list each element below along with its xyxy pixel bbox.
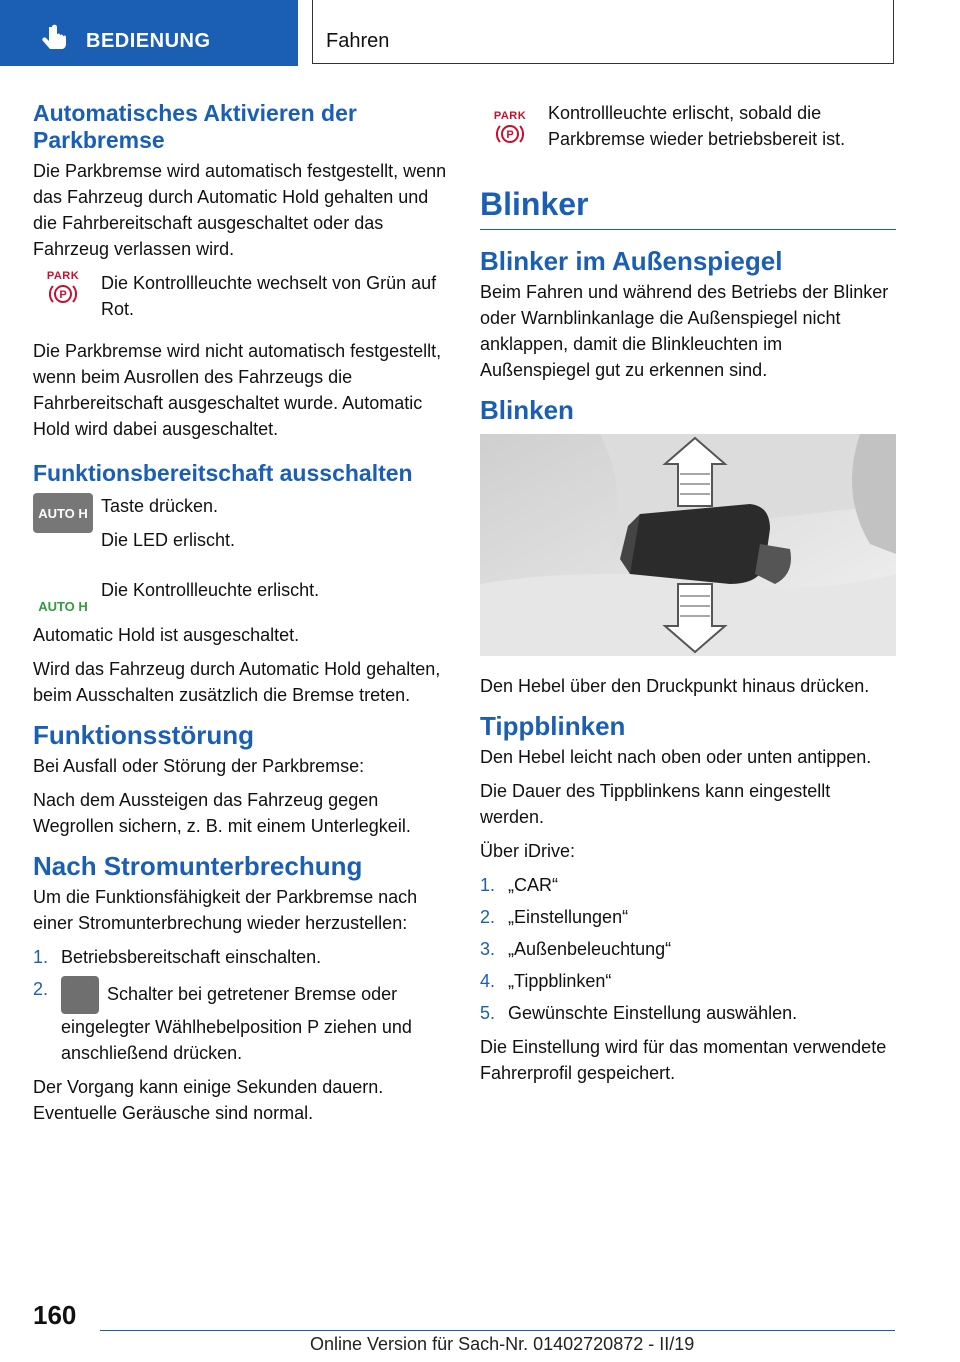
paragraph: Beim Fahren und während des Betriebs der Blinker oder Warnblinkanlage die Außenspiegel nicht anklappen, damit die Blinkleuchten im Außenspiegel gut zu erkennen sind. [480, 282, 889, 380]
indicator-text: Die Kontrollleuchte wechselt von Grün auf Rot. [101, 273, 437, 319]
chapter-heading-blinker: Blinker [480, 186, 896, 230]
list-item: 2. „Einstellungen“ [480, 907, 629, 927]
heading-function-off: Funktionsbereitschaft ausschalten [33, 460, 413, 486]
indicator-text: Die Kontrollleuchte erlischt. [101, 580, 320, 600]
list-item: 1. Betriebsbereitschaft einschalten. [33, 947, 322, 967]
paragraph: Der Vorgang kann einige Sekunden dauern. Eventuelle Geräusche sind normal. [33, 1077, 384, 1123]
list-item: 4. „Tippblinken“ [480, 971, 612, 991]
version-note: Online Version für Sach-Nr. 01402720872 - II/19 [310, 1334, 695, 1354]
left-column [33, 100, 449, 1134]
indicator-row [480, 100, 896, 160]
instruction: Die LED erlischt. [101, 530, 236, 550]
list-item: 3. „Außenbeleuchtung“ [480, 939, 672, 959]
section-tab [0, 0, 298, 66]
steps-list [33, 944, 449, 1066]
section-label: BEDIENUNG [86, 30, 211, 52]
svg-text:P: P [59, 289, 67, 301]
park-brake-indicator-icon: PARK P [493, 110, 527, 141]
paragraph: Nach dem Aussteigen das Fahrzeug gegen Wegrollen sichern, z. B. mit einem Unterlegkeil. [33, 790, 411, 836]
auto-hold-indicator-icon: AUTO H [38, 599, 88, 614]
park-brake-indicator-icon: PARK P [46, 270, 80, 301]
page-header [0, 0, 960, 66]
paragraph: Den Hebel über den Druckpunkt hinaus drücken. [480, 676, 870, 696]
svg-text:P: P [506, 129, 514, 141]
paragraph: Die Parkbremse wird automatisch festgestellt, wenn das Fahrzeug durch Automatic Hold gehalten und die Fahrbereitschaft ausgeschaltet oder das Fahrzeug verlassen wird. [33, 161, 447, 259]
paragraph: Den Hebel leicht nach oben oder unten antippen. [480, 747, 872, 767]
parking-brake-switch-icon [61, 976, 99, 1014]
right-column [480, 100, 896, 1094]
paragraph: Automatic Hold ist ausgeschaltet. [33, 625, 300, 645]
paragraph: Die Einstellung wird für das momentan verwendete Fahrerprofil gespeichert. [480, 1037, 887, 1083]
heading-blinken: Blinken [480, 395, 574, 425]
heading-tippblinken: Tippblinken [480, 711, 626, 741]
indicator-row [33, 569, 449, 614]
heading-power-interruption: Nach Stromunterbrechung [33, 851, 363, 881]
footer-divider [100, 1330, 895, 1331]
list-item: 2. Schalter bei getretener Bremse oder eingelegter Wählhebelposition P ziehen und anschließend drücken. [33, 976, 449, 1066]
paragraph: Wird das Fahrzeug durch Automatic Hold gehalten, beim Ausschalten zusätzlich die Bremse treten. [33, 659, 441, 705]
turn-signal-stalk-illustration [480, 434, 896, 656]
instruction: Taste drücken. [101, 496, 219, 516]
indicator-text: Kontrollleuchte erlischt, sobald die Parkbremse wieder betriebsbereit ist. [548, 103, 846, 149]
paragraph: Die Parkbremse wird nicht automatisch festgestellt, wenn beim Ausrollen des Fahrzeugs die Fahrbereitschaft ausgeschaltet wurde. Automatic Hold wird dabei ausgeschaltet. [33, 341, 442, 439]
heading-fault: Funktionsstörung [33, 720, 254, 750]
paragraph: Über iDrive: [480, 841, 576, 861]
chapter-label: Fahren [326, 30, 390, 52]
page-number: 160 [33, 1300, 77, 1330]
button-row [33, 493, 449, 561]
auto-hold-button-icon: AUTO H [33, 493, 93, 533]
hand-pointer-icon [40, 24, 70, 54]
paragraph: Die Dauer des Tippblinkens kann eingestellt werden. [480, 781, 831, 827]
chapter-tab [312, 0, 894, 64]
heading-mirror-blinker: Blinker im Außenspiegel [480, 246, 783, 276]
list-item: 5. Gewünschte Einstellung auswählen. [480, 1003, 798, 1023]
paragraph: Um die Funktionsfähigkeit der Parkbremse nach einer Stromunterbrechung wieder herzustellen: [33, 887, 418, 933]
idrive-steps-list [480, 872, 896, 1026]
list-item: 1. „CAR“ [480, 875, 558, 895]
heading-auto-activation: Automatisches Aktivieren der Parkbremse [33, 100, 357, 153]
paragraph: Bei Ausfall oder Störung der Parkbremse: [33, 756, 365, 776]
indicator-row [33, 270, 449, 330]
